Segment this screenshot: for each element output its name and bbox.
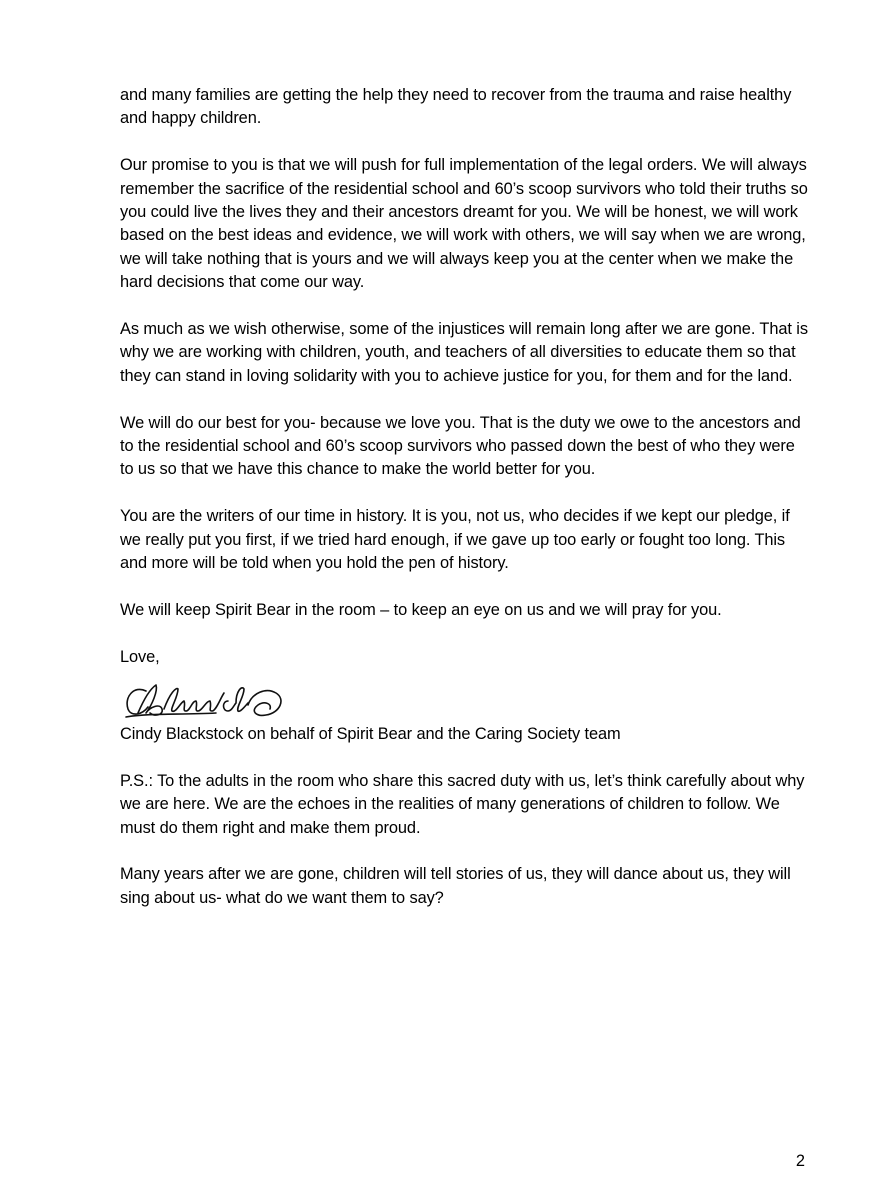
paragraph-spirit-bear: We will keep Spirit Bear in the room – to keep an eye on us and we will pray for you. bbox=[120, 600, 722, 619]
paragraph-duty: We will do our best for you- because we love you. That is the duty we owe to the ancestors and to the residential school and 60’s scoop survivors who passed down the best of who they were to us so that we have this chance to make the world better for you. bbox=[120, 413, 801, 479]
closing-salutation: Love, bbox=[120, 647, 160, 666]
paragraph-writers-of-history: You are the writers of our time in history. It is you, not us, who decides if we kept our pledge, if we really put you first, if we tried hard enough, if we gave up too early or fought too long. This and more will be told when you hold the pen of history. bbox=[120, 507, 790, 573]
paragraph-promise: Our promise to you is that we will push for full implementation of the legal orders. We will always remember the sacrifice of the residential school and 60’s scoop survivors who told their truths so you could live the lives they and their ancestors dreamt for you. We will be honest, we will work based on the best ideas and evidence, we will work with others, we will say when we are wrong, we will take nothing that is yours and we will always keep you at the center when we make the hard decisions that come our way. bbox=[120, 156, 808, 292]
letter-body bbox=[120, 84, 810, 934]
signature bbox=[120, 679, 810, 723]
paragraph-final: Many years after we are gone, children will tell stories of us, they will dance about us, they will sing about us- what do we want them to say? bbox=[120, 865, 791, 907]
postscript: P.S.: To the adults in the room who share this sacred duty with us, let’s think carefully about why we are here. We are the echoes in the realities of many generations of children to follow. We must do them right and make them proud. bbox=[120, 771, 805, 837]
signature-name: Cindy Blackstock on behalf of Spirit Bear and the Caring Society team bbox=[120, 725, 621, 744]
paragraph-injustices: As much as we wish otherwise, some of the injustices will remain long after we are gone. That is why we are working with children, youth, and teachers of all diversities to educate them so that they can stand in loving solidarity with you to achieve justice for you, for them and for the land. bbox=[120, 320, 808, 385]
handwritten-signature-icon bbox=[120, 679, 290, 725]
paragraph-continuation: and many families are getting the help they need to recover from the trauma and raise healthy and happy children. bbox=[120, 86, 792, 128]
page-number: 2 bbox=[795, 1152, 805, 1170]
